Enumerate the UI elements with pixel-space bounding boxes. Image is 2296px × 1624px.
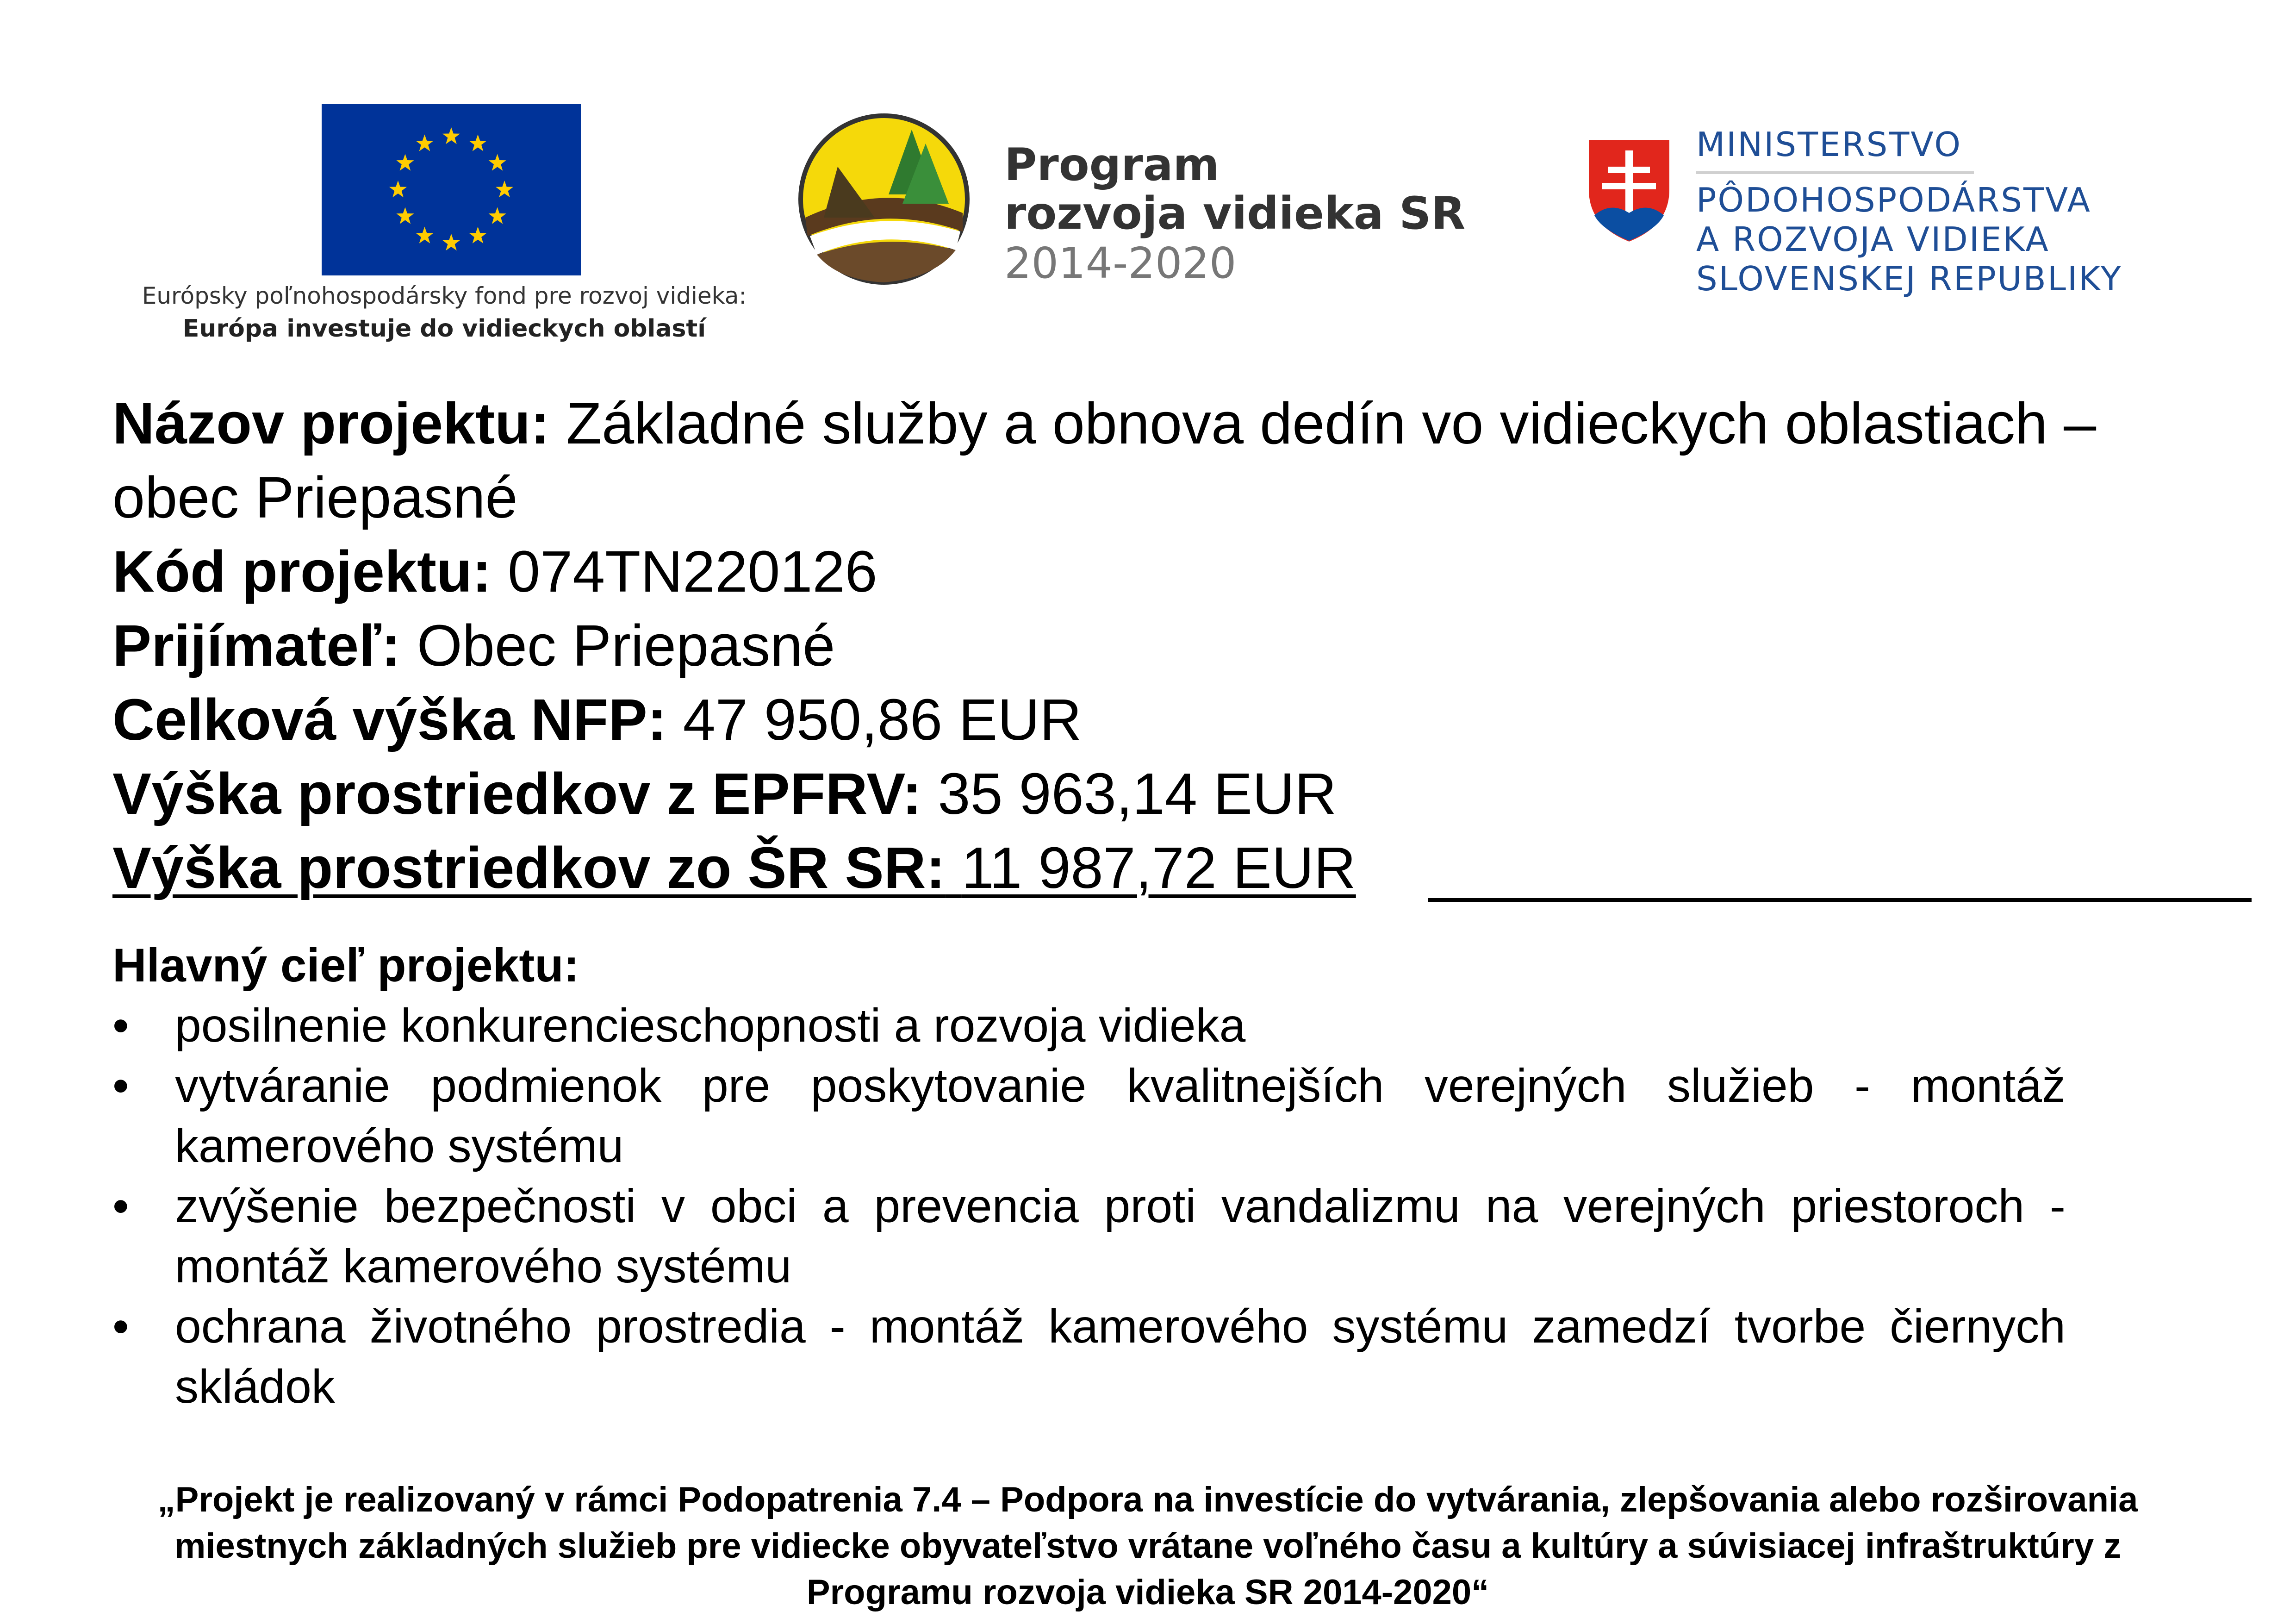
sr-value: 11 987,72 EUR: [961, 835, 1356, 900]
project-name-continuation: obec Priepasné: [112, 465, 518, 530]
eu-star-icon: [442, 127, 460, 144]
prv-emblem-icon: [796, 111, 972, 287]
eu-fund-slogan: Európa investuje do vidieckych oblastí: [182, 315, 706, 343]
nfp-row: [112, 683, 2251, 757]
eu-star-icon: [416, 134, 434, 151]
recipient-value: Obec Priepasné: [417, 613, 835, 678]
goals-title: Hlavný cieľ projektu:: [112, 939, 579, 992]
prv-title-line1: Program: [1004, 139, 1220, 191]
sr-row: [112, 831, 2251, 905]
ministry-divider: [1696, 171, 1974, 174]
project-name-label: Názov projektu:: [112, 391, 550, 456]
ministry-title-line4: SLOVENSKEJ REPUBLIKY: [1696, 259, 2122, 298]
nfp-value: 47 950,86 EUR: [683, 687, 1082, 752]
eu-fund-logo: [120, 104, 768, 350]
project-name-value: Základné služby a obnova dedín vo vidieckych oblastiach –: [566, 391, 2097, 456]
goal-item: • posilnenie konkurencieschopnosti a rozvoja vidieka: [112, 995, 2066, 1056]
info-divider-line: [1428, 898, 2252, 902]
epfrv-row: [112, 757, 2251, 831]
eu-star-icon: [396, 207, 414, 224]
sr-label: Výška prostriedkov zo ŠR SR:: [112, 835, 946, 900]
eu-star-icon: [442, 234, 460, 250]
project-code-label: Kód projektu:: [112, 539, 492, 604]
footer-line: „Projekt je realizovaný v rámci Podopatrenia 7.4 – Podpora na investície do vytvárania, zlepšovania alebo rozširovania: [157, 1480, 2138, 1519]
project-goals: [112, 935, 2066, 1417]
goal-item: • zvýšenie bezpečnosti v obci a prevencia proti vandalizmu na verejných priestoroch - montáž kamerového systému: [112, 1176, 2066, 1296]
eu-star-icon: [416, 227, 434, 244]
eu-star-icon: [489, 207, 506, 224]
ministry-title-line1: MINISTERSTVO: [1696, 125, 1962, 164]
epfrv-label: Výška prostriedkov z EPFRV:: [112, 761, 922, 826]
prv-title-line2: rozvoja vidieka SR: [1004, 187, 1466, 239]
eu-flag-icon: [322, 104, 581, 275]
ministry-title-line2: PÔDOHOSPODÁRSTVA: [1696, 181, 2091, 219]
recipient-row: [112, 609, 2251, 683]
eu-star-icon: [396, 154, 414, 171]
eu-star-icon: [469, 227, 487, 244]
eu-star-icon: [489, 154, 506, 171]
nfp-label: Celková výška NFP:: [112, 687, 667, 752]
goal-item: • ochrana životného prostredia - montáž kamerového systému zamedzí tvorbe čiernych skládok: [112, 1296, 2066, 1417]
footer-line: Programu rozvoja vidieka SR 2014-2020“: [806, 1573, 1489, 1612]
goal-item: • vytváranie podmienok pre poskytovanie kvalitnejších verejných služieb - montáž kamerového systému: [112, 1056, 2066, 1176]
project-code-row: [112, 535, 2251, 609]
eu-star-icon: [469, 134, 487, 151]
footer-statement: [56, 1477, 2240, 1616]
prv-program-logo: [796, 111, 1490, 287]
ministry-title-line3: A ROZVOJA VIDIEKA: [1696, 220, 2050, 259]
eu-fund-caption: Európsky poľnohospodársky fond pre rozvoj vidieka:: [142, 282, 747, 309]
project-name-row: [112, 387, 2251, 461]
project-info: [112, 387, 2251, 905]
prv-years: 2014-2020: [1004, 238, 1237, 288]
eu-star-icon: [496, 181, 513, 197]
eu-star-icon: [389, 181, 407, 197]
slovak-coat-of-arms-icon: [1583, 134, 1675, 245]
epfrv-value: 35 963,14 EUR: [938, 761, 1337, 826]
ministry-logo: [1583, 125, 2184, 310]
footer-line: miestnych základných služieb pre vidiecke obyvateľstvo vrátane voľného času a kultúry a súvisiacej infraštruktúry z: [174, 1526, 2122, 1566]
recipient-label: Prijímateľ:: [112, 613, 401, 678]
project-code-value: 074TN220126: [507, 539, 877, 604]
